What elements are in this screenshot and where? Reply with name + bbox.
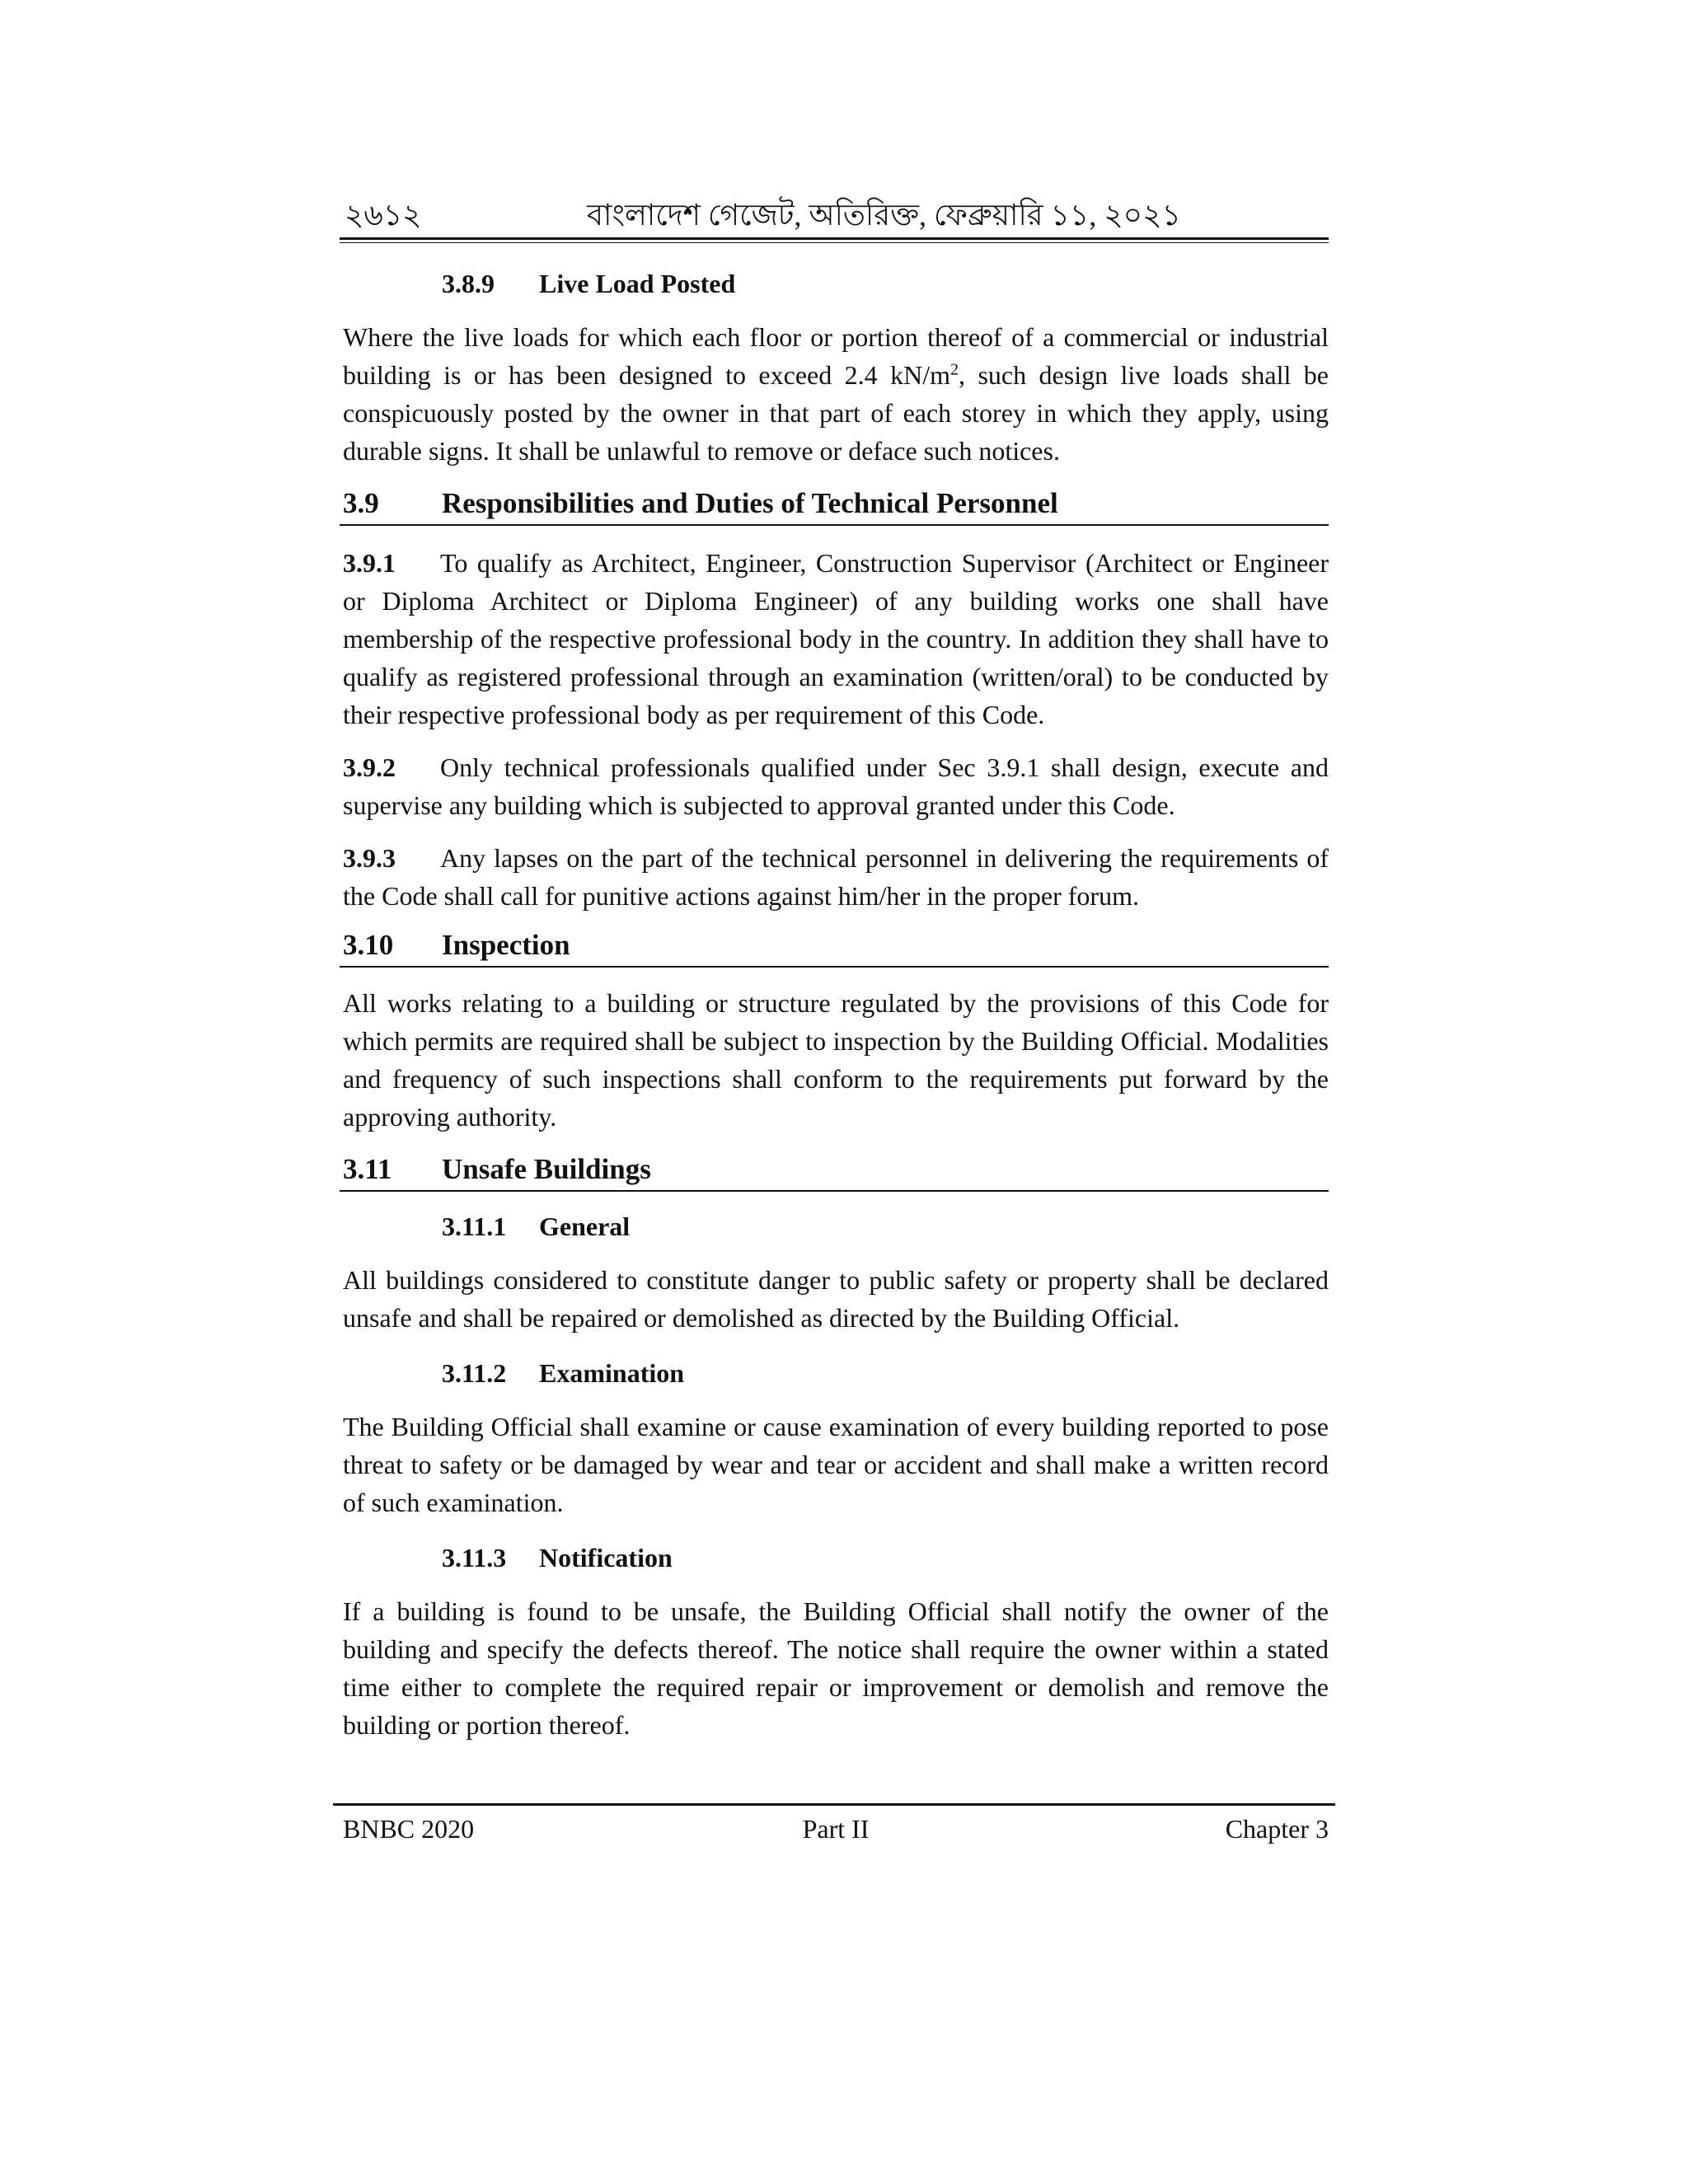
heading-title: General: [539, 1212, 631, 1241]
page-footer: [343, 1808, 1329, 1849]
heading-number: 3.11.1: [442, 1212, 507, 1241]
heading-number: 3.11.3: [442, 1543, 507, 1572]
paragraph-number: 3.9.3: [343, 843, 396, 873]
document-body: [343, 260, 1329, 1744]
heading-3-11: [340, 1149, 1329, 1192]
heading-title: Notification: [539, 1543, 673, 1572]
paragraph-3-9-1: [343, 544, 1329, 733]
heading-number: 3.8.9: [442, 269, 495, 298]
paragraph-3-11-2: [343, 1408, 1329, 1521]
paragraph-text: Where the live loads for which each floor or portion thereof of a commercial or industrial building is or has been designed to exceed 2.4 kN/m: [343, 322, 1329, 390]
footer-code-name: BNBC 2020: [343, 1814, 475, 1844]
heading-number: 3.11.2: [442, 1358, 507, 1388]
footer-chapter: Chapter 3: [1225, 1814, 1329, 1844]
paragraph-3-8-9: [343, 318, 1329, 470]
paragraph-3-10: [343, 984, 1329, 1136]
heading-number: 3.11: [343, 1153, 392, 1185]
paragraph-text: To qualify as Architect, Engineer, Construction Supervisor (Architect or Engineer or Diploma Architect or Diploma Engineer) of any building works one shall have membership of the respective professional body in the country. In addition they shall have to qualify as registered professional through an examination (written/oral) to be conducted by their respective professional body as per requirement of this Code.: [343, 548, 1329, 729]
page-header: [340, 194, 1329, 236]
paragraph-text-continued: , such design live loads shall be conspicuously posted by the owner in that part of each storey in which they apply, using durable signs. It shall be unlawful to remove or deface such notices.: [343, 360, 1329, 466]
footer-rule: [333, 1803, 1335, 1806]
paragraph-text: Only technical professionals qualified under Sec 3.9.1 shall design, execute and supervise any building which is subjected to approval granted under this Code.: [343, 752, 1329, 820]
paragraph-number: 3.9.1: [343, 548, 396, 578]
paragraph-text: The Building Official shall examine or cause examination of every building reported to pose threat to safety or be damaged by wear and tear or accident and shall make a written record of such examination.: [343, 1412, 1329, 1517]
paragraph-text: Any lapses on the part of the technical personnel in delivering the requirements of the Code shall call for punitive actions against him/her in the proper forum.: [343, 843, 1329, 911]
paragraph-3-9-3: [343, 839, 1329, 915]
heading-title: Live Load Posted: [539, 269, 736, 298]
heading-3-11-1: [343, 1208, 1329, 1244]
footer-part: Part II: [802, 1814, 870, 1844]
heading-3-11-3: [343, 1540, 1329, 1576]
header-page-number: ২৬১২: [345, 199, 422, 232]
heading-title: Examination: [539, 1358, 685, 1388]
header-rule-thin: [340, 242, 1329, 243]
heading-number: 3.10: [343, 929, 394, 961]
header-rule-thick: [340, 237, 1329, 240]
paragraph-text: All works relating to a building or structure regulated by the provisions of this Code for which permits are required shall be subject to inspection by the Building Official. Modalities and frequency of such inspections shall conform to the requirements put forward by the approving authority.: [343, 988, 1329, 1132]
heading-3-9: [340, 483, 1329, 526]
heading-3-11-2: [343, 1355, 1329, 1391]
header-title: বাংলাদেশ গেজেট, অতিরিক্ত, ফেব্রুয়ারি ১১, ২০২১: [587, 199, 1181, 232]
paragraph-text: If a building is found to be unsafe, the Building Official shall notify the owner of the building and specify the defects thereof. The notice shall require the owner within a stated time either to complete the required repair or improvement or demolish and remove the building or portion thereof.: [343, 1596, 1329, 1740]
paragraph-3-9-2: [343, 748, 1329, 824]
paragraph-number: 3.9.2: [343, 752, 396, 782]
paragraph-3-11-3: [343, 1592, 1329, 1744]
heading-number: 3.9: [343, 487, 379, 519]
heading-3-8-9: [343, 265, 1329, 302]
heading-3-10: [340, 925, 1329, 968]
paragraph-3-11-1: [343, 1261, 1329, 1337]
superscript: 2: [950, 360, 959, 379]
paragraph-text: All buildings considered to constitute danger to public safety or property shall be declared unsafe and shall be repaired or demolished as directed by the Building Official.: [343, 1265, 1329, 1333]
heading-title: Responsibilities and Duties of Technical Personnel: [442, 487, 1058, 519]
heading-title: Unsafe Buildings: [442, 1153, 651, 1185]
heading-title: Inspection: [442, 929, 570, 961]
